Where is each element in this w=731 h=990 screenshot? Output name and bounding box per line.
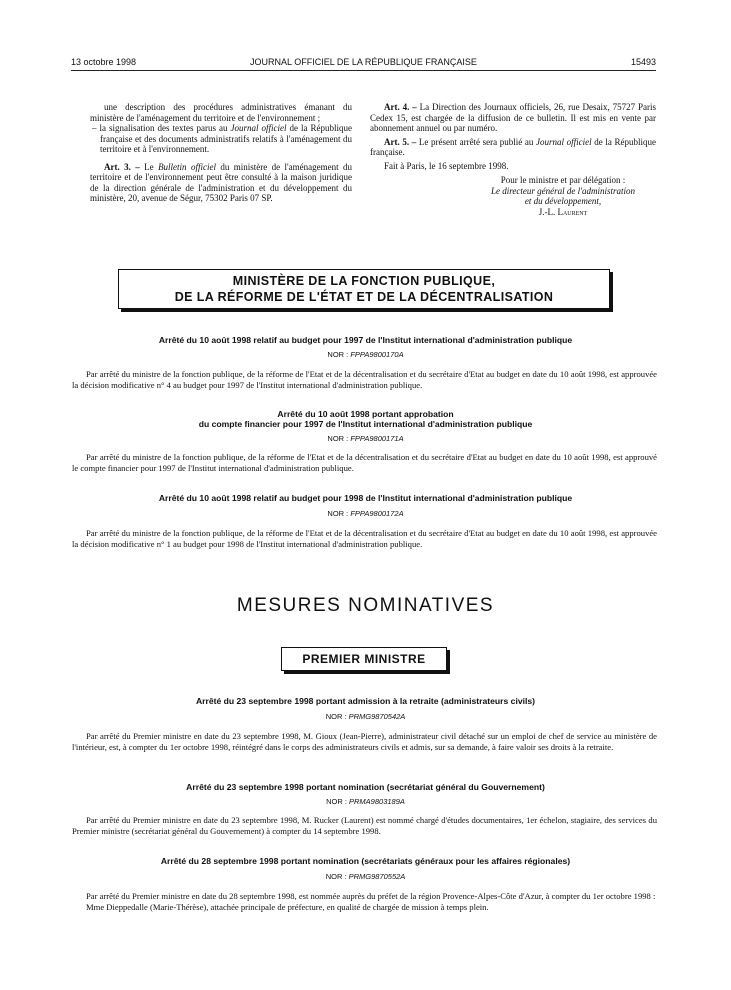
paragraph: Par arrêté du ministre de la fonction publique, de la réforme de l'Etat et de la décentralisation et du secrétaire d'Etat au budget en date du 10 août 1998, est approuvé le compte financier pour 1997 de l'Institut international d'administration publique. xyxy=(72,452,657,473)
header-rule xyxy=(71,70,656,71)
nor-label: NOR : xyxy=(327,434,351,443)
arrete-title: Arrêté du 10 août 1998 relatif au budget pour 1997 de l'Institut international d'administration publique xyxy=(158,335,573,345)
paragraph: Par arrêté du ministre de la fonction publique, de la réforme de l'Etat et de la décentralisation et du secrétaire d'Etat au budget en date du 10 août 1998, est approuvée la décision modificative n° 1 au budget pour 1998 de l'Institut international d'administration publique. xyxy=(72,528,657,549)
signatory-name: J.-L. Laurent xyxy=(538,206,588,217)
arrete-text xyxy=(72,452,657,473)
text: Le xyxy=(139,161,159,172)
paragraph: Par arrêté du Premier ministre en date du 23 septembre 1998, M. Gioux (Jean-Pierre), administrateur civil détaché sur un emploi de chef de service au ministère de l'intérieur, est, à compter du 1er octobre 1998, réintégré dans le corps des administrateurs civils et admis, sur sa demande, à faire valoir ses droits à la retraite. xyxy=(72,731,657,752)
article-4 xyxy=(370,102,656,134)
emphasis: Bulletin officiel xyxy=(158,161,216,172)
arrete-text xyxy=(72,369,657,390)
nor-code: PRMG9870552A xyxy=(348,872,406,881)
arrete-text xyxy=(72,891,657,912)
date-line: Fait à Paris, le 16 septembre 1998. xyxy=(384,160,509,171)
text: de la République française et des documents administratifs relatifs à l'aménagement du territoire et à l'environnement. xyxy=(100,123,352,154)
article-label: Art. 4. – xyxy=(384,102,417,112)
nor-label: NOR : xyxy=(325,872,349,881)
arrete-title: Arrêté du 23 septembre 1998 portant admission à la retraite (administrateurs civils) xyxy=(195,696,536,706)
text: La Direction des Journaux officiels, 26, rue Desaix, 75727 Paris Cedex 15, est chargée de la diffusion de ce bulletin. Il est mis en vente par abonnement annuel ou par numéro. xyxy=(370,102,657,133)
top-right-column xyxy=(370,102,656,217)
text: Le présent arrêté sera publié au xyxy=(416,136,537,147)
arrete-title: Arrêté du 10 août 1998 relatif au budget pour 1998 de l'Institut international d'administration publique xyxy=(158,493,573,503)
emphasis: Journal officiel xyxy=(536,136,592,147)
nor-label: NOR : xyxy=(327,509,351,518)
nor-reference xyxy=(40,872,691,881)
ministry-line-2: DE LA RÉFORME DE L'ÉTAT ET DE LA DÉCENTRALISATION xyxy=(174,290,554,304)
nor-label: NOR : xyxy=(326,797,350,806)
arrete-text xyxy=(72,731,657,752)
article-label: Art. 3. – xyxy=(104,161,140,172)
paragraph: Par arrêté du Premier ministre en date du 23 septembre 1998, M. Rucker (Laurent) est nommé chargé d'études documentaires, 1er échelon, stagiaire, des services du Premier ministre (secrétariat général du Gouvernement) à compter du 14 septembre 1998. xyxy=(72,815,657,836)
nor-code: FPPA9800172A xyxy=(350,509,404,518)
nor-reference xyxy=(40,797,691,806)
nor-reference xyxy=(40,509,691,518)
arrete-text xyxy=(72,815,657,836)
paragraph: une description des procédures administratives émanant du ministère de l'aménagement du territoire et de l'environnement ; xyxy=(90,102,352,123)
header-date: 13 octobre 1998 xyxy=(71,57,137,67)
article-label: Art. 5. – xyxy=(384,136,417,147)
nor-reference xyxy=(40,350,691,359)
article-5 xyxy=(370,137,656,158)
text: – la signalisation des textes parus au xyxy=(92,123,231,133)
signature-line: Pour le ministre et par délégation : xyxy=(500,175,626,185)
arrete-text xyxy=(72,528,657,549)
paragraph: Mme Dieppedalle (Marie-Thérèse), attachée principale de préfecture, en qualité de chargée de mission à temps plein. xyxy=(86,901,489,912)
signature-block xyxy=(470,175,656,217)
arrete-title: Arrêté du 23 septembre 1998 portant nomination (secrétariat général du Gouvernement) xyxy=(186,782,545,792)
ministry-line-1: MINISTÈRE DE LA FONCTION PUBLIQUE, xyxy=(232,274,496,288)
text: de la République française. xyxy=(370,136,656,157)
emphasis: Journal officiel xyxy=(230,123,287,133)
bullet-paragraph xyxy=(90,123,352,155)
arrete-title: Arrêté du 10 août 1998 portant approbation xyxy=(277,409,454,419)
article-3 xyxy=(90,162,352,204)
signature-title: et du développement, xyxy=(524,196,602,206)
top-left-column xyxy=(90,102,352,204)
nor-label: NOR : xyxy=(325,712,349,721)
premier-ministre-box: PREMIER MINISTRE xyxy=(281,647,447,671)
nor-code: PRMG9870542A xyxy=(348,712,406,721)
ministry-heading-box xyxy=(118,269,610,309)
arrete-title: Arrêté du 28 septembre 1998 portant nomination (secrétariats généraux pour les affaires régionales) xyxy=(160,856,571,866)
nor-reference xyxy=(40,712,691,721)
nor-reference xyxy=(40,434,691,443)
nor-code: PRMA9803189A xyxy=(349,797,405,806)
paragraph: Par arrêté du ministre de la fonction publique, de la réforme de l'Etat et de la décentralisation et du secrétaire d'Etat au budget en date du 10 août 1998, est approuvée la décision modificative n° 4 au budget pour 1997 de l'Institut international d'administration publique. xyxy=(72,369,657,390)
nor-label: NOR : xyxy=(327,350,351,359)
section-title: MESURES NOMINATIVES xyxy=(236,595,495,616)
header-journal-title: JOURNAL OFFICIEL DE LA RÉPUBLIQUE FRANÇAISE xyxy=(250,57,477,67)
nor-code: FPPA9800171A xyxy=(350,434,404,443)
header-page-number: 15493 xyxy=(630,57,656,67)
paragraph: Par arrêté du Premier ministre en date du 28 septembre 1998, est nommée auprès du préfet de la région Provence-Alpes-Côte d'Azur, à compter du 1er octobre 1998 : xyxy=(86,891,656,901)
nor-code: FPPA9800170A xyxy=(350,350,404,359)
signature-title: Le directeur général de l'administration xyxy=(490,185,636,196)
text: du ministère de l'aménagement du territoire et de l'environnement peut être consulté à la maison juridique de la direction générale de l'administration et du développement du ministère, 20, avenue de Ségur, 75302 Paris 07 SP. xyxy=(90,161,352,203)
page-header xyxy=(71,57,656,71)
arrete-title-line-2: du compte financier pour 1997 de l'Institut international d'administration publique xyxy=(198,419,533,429)
